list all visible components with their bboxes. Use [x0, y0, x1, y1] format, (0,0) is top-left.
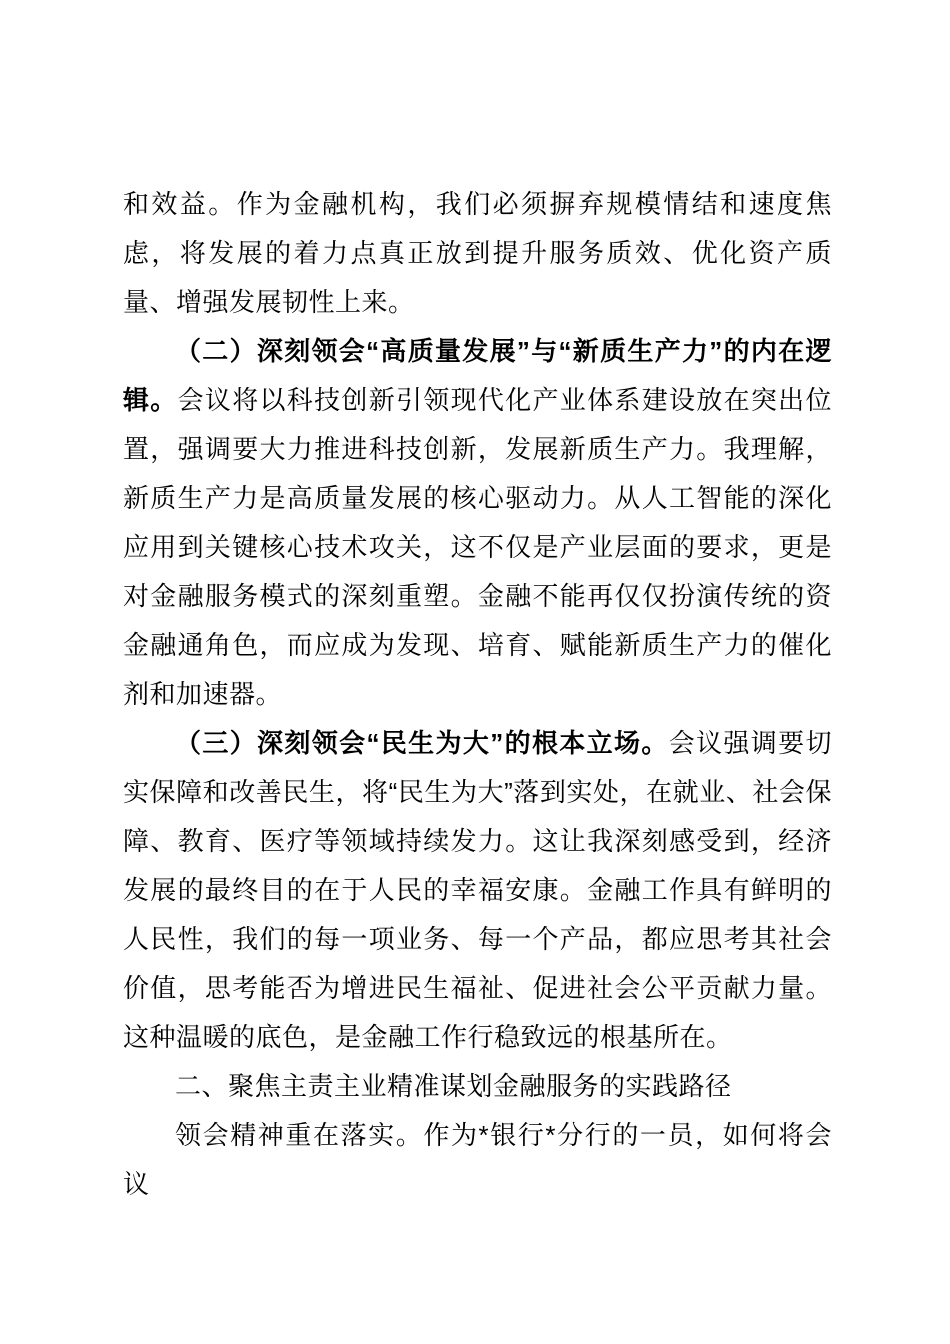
document-body: [123, 180, 832, 1209]
paragraph: [123, 719, 832, 1062]
paragraph: [123, 180, 832, 327]
paragraph-text: 会议强调要切实保障和改善民生，将“民生为大”落到实处，在就业、社会保障、教育、医疗等领域持续发力。这让我深刻感受到，经济发展的最终目的在于人民的幸福安康。金融工作具有鲜明的人民性，我们的每一项业务、每一个产品，都应思考其社会价值，思考能否为增进民生福祉、促进社会公平贡献力量。这种温暖的底色，是金融工作行稳致远的根基所在。: [123, 728, 832, 1052]
paragraph-bold-lead: （三）深刻领会“民生为大”的根本立场。: [175, 728, 669, 758]
paragraph-text: 会议将以科技创新引领现代化产业体系建设放在突出位置，强调要大力推进科技创新，发展新质生产力。我理解，新质生产力是高质量发展的核心驱动力。从人工智能的深化应用到关键核心技术攻关，这不仅是产业层面的要求，更是对金融服务模式的深刻重塑。金融不能再仅仅扮演传统的资金融通角色，而应成为发现、培育、赋能新质生产力的催化剂和加速器。: [123, 385, 832, 709]
paragraph: [123, 1111, 832, 1209]
paragraph-text: 领会精神重在落实。作为*银行*分行的一员，如何将会议: [123, 1120, 832, 1199]
paragraph-text: 二、聚焦主责主业精准谋划金融服务的实践路径: [175, 1071, 732, 1101]
paragraph: [123, 327, 832, 719]
paragraph-text: 和效益。作为金融机构，我们必须摒弃规模情结和速度焦虑，将发展的着力点真正放到提升服务质效、优化资产质量、增强发展韧性上来。: [123, 189, 832, 317]
paragraph-bold-lead: （二）深刻领会“高质量发展”与“新质生产力”的内在逻辑。: [123, 336, 832, 415]
paragraph: [123, 1062, 832, 1111]
